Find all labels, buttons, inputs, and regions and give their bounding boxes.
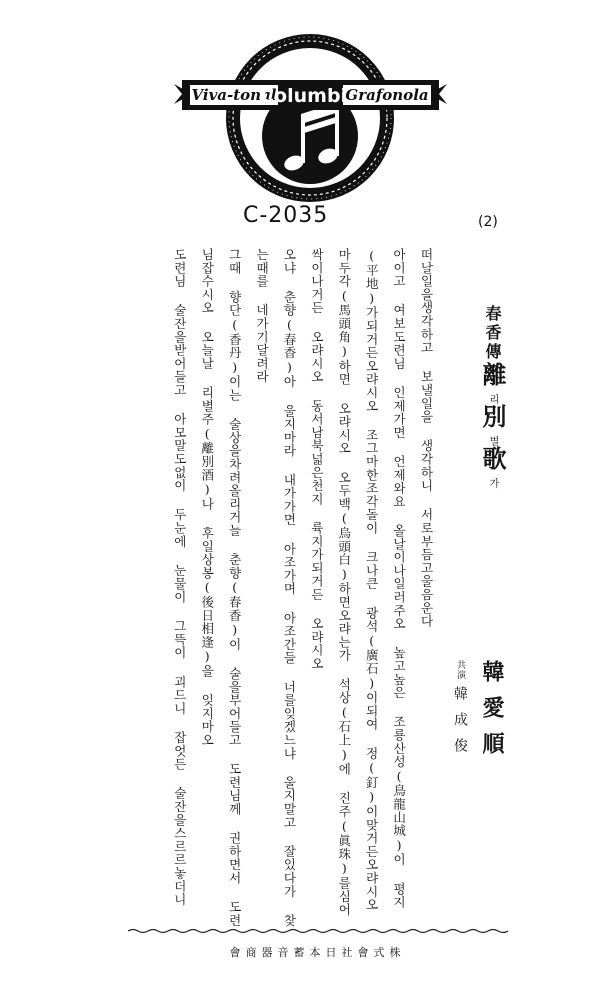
lyric-paragraph: 도련님 술잔을받어들고 아모말도없이 두눈에 눈물이 그뜩이 괴드니 잡엇든 술잔을스르르놓더니: [172, 248, 188, 907]
title-char-3: 歌: [478, 446, 507, 478]
title-ruby-1: 리: [487, 394, 498, 404]
lyric-paragraph: 오냐 춘향(春香)아 울지마라 내가가면 아조가며 아조간들 너를잊겠느냐 울지말고 잘있다가 찾는때를 네가기달려라: [254, 248, 297, 928]
lyric-paragraph: 떠날일을생각하고 보낼일을 생각하니 서로부듬고울음운다: [419, 248, 434, 628]
catalog-number: C-2035: [243, 203, 329, 228]
lyrics-body: [84, 248, 440, 928]
side-number: (2): [478, 214, 498, 230]
song-title: [472, 305, 512, 488]
lyric-paragraph: 아이고 여보도련님 인제가면 언제와요 올날이나일러주오 높고높은 조룡산성(鳥龍山城)이 평지(平地)가되거든오랴시오 조그마한조각돌이 크나큰 광석(廣石)이되여 정(釘)이맞거든오랴시오 마두각(馬頭角)하면 오랴시오 오두백(烏頭白)하면오랴는가 석상(石上)에 진주(眞珠)를심어 싹이나거든 오랴시오 동서남북넓은천지 륙지가되거든 오랴시오: [309, 248, 407, 917]
title-ruby-2: 별: [487, 436, 498, 446]
accompanist-credit: [448, 660, 470, 764]
accompanist-label: 共演: [455, 660, 465, 680]
banner-left-text: Viva-tonal: [191, 86, 277, 104]
lyric-paragraph: 그때 향단(香丹)이는 술상을차려올리거늘 춘향(春香)이 술을부어들고 도련님께 권하면서 도련님잡수시오 오늘날 리별주(離別酒)나 후일상봉(後日相逢)을 잊지마오: [199, 248, 243, 928]
footer-divider: [128, 928, 508, 934]
brand-name: Columbia: [260, 85, 360, 107]
title-ruby-3: 가: [487, 478, 498, 488]
banner-right-text: Grafonola: [345, 86, 429, 104]
columbia-logo: [168, 30, 453, 210]
title-char-2: 別: [478, 404, 507, 436]
performer-name: 韓愛順: [479, 660, 505, 768]
series-title: 春香傳: [483, 305, 502, 362]
title-char-1: 離: [478, 362, 507, 394]
publisher-name: 株式會社日本蓄音器商會: [229, 946, 406, 959]
accompanist-name: 韓成俊: [452, 686, 468, 764]
